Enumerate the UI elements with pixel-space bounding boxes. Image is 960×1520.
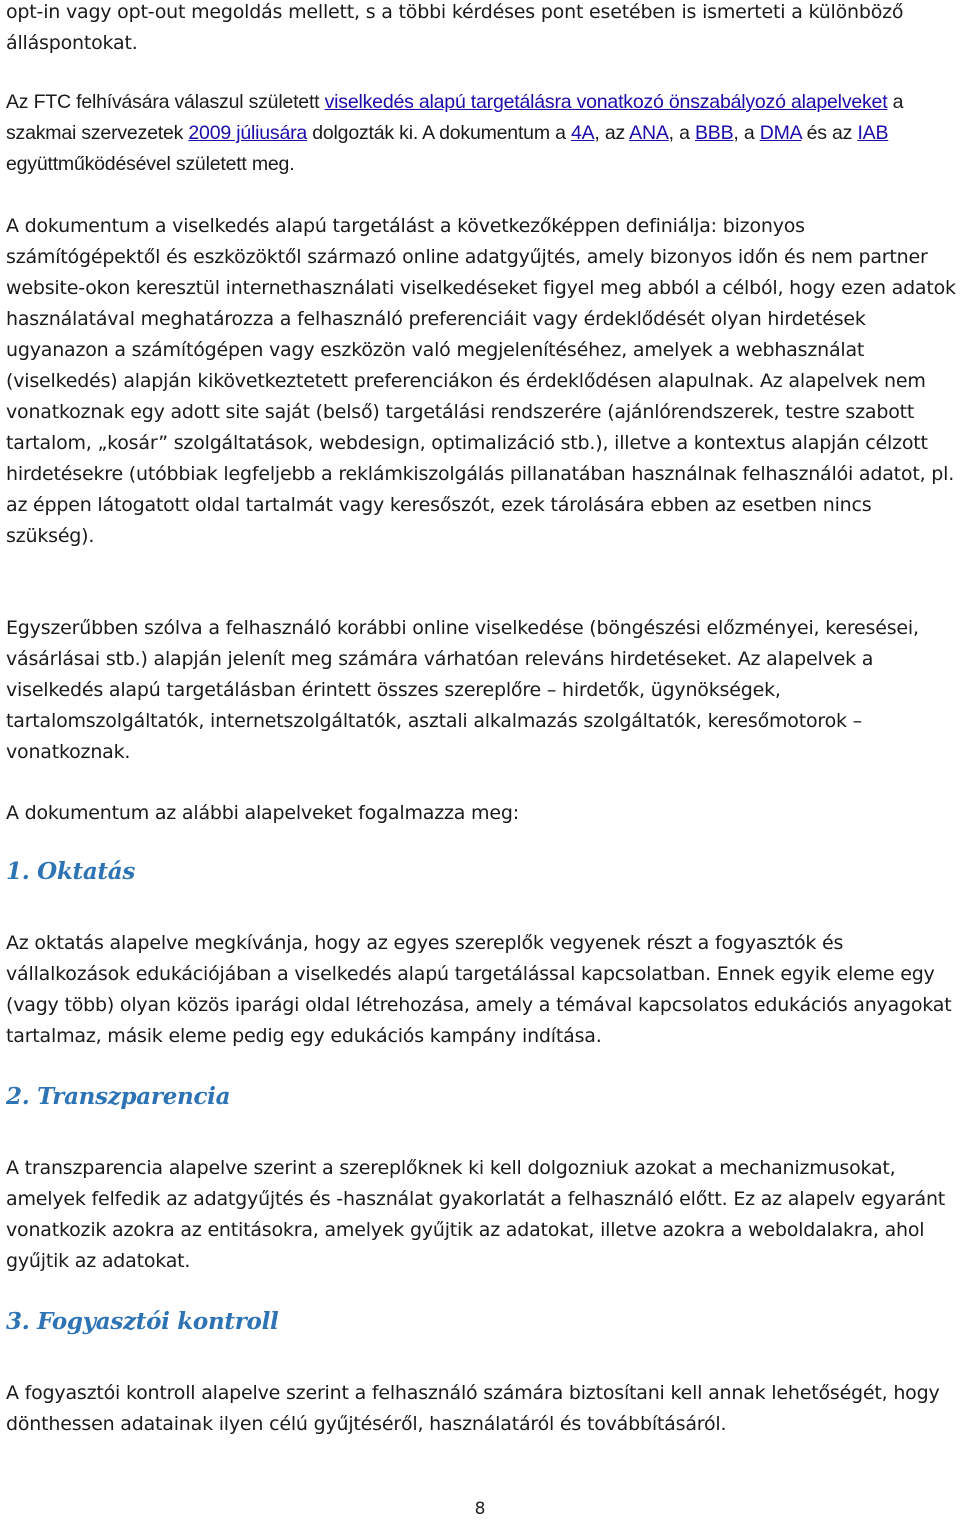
- link-self-regulatory-principles[interactable]: viselkedés alapú targetálásra vonatkozó önszabályozó alapelveket: [324, 91, 888, 113]
- link-july-2009[interactable]: 2009 júliusára: [188, 122, 308, 144]
- page-number: 8: [474, 1499, 486, 1519]
- paragraph-education: Az oktatás alapelve megkívánja, hogy az egyes szereplők vegyenek részt a fogyasztók és vállalkozások edukációjában a viselkedés alapú targetálással kapcsolatban. Ennek egyik eleme egy (vagy több) olyan közös iparági oldal létrehozása, amely a témával kapcsolatos edukációs anyagokat tartalmaz, másik eleme pedig egy edukációs kampány indítása.: [6, 932, 952, 1047]
- paragraph-ftc: [6, 87, 956, 180]
- heading-consumer-control: 3. Fogyasztói kontroll: [6, 1308, 279, 1335]
- paragraph-intro-continued: opt-in vagy opt-out megoldás mellett, s a többi kérdéses pont esetében is ismerteti a különböző álláspontokat.: [6, 1, 904, 54]
- paragraph-transparency: A transzparencia alapelve szerint a szereplőknek ki kell dolgozniuk azokat a mechanizmusokat, amelyek felfedik az adatgyűjtés és -használat gyakorlatát a felhasználó előtt. Ez az alapelv egyaránt vonatkozik azokra az entitásokra, amelyek gyűjtik az adatokat, illetve azokra a weboldalakra, ahol gyűjtik az adatokat.: [6, 1157, 946, 1272]
- link-ana[interactable]: ANA: [629, 122, 669, 144]
- paragraph-definition: A dokumentum a viselkedés alapú targetálást a következőképpen definiálja: bizonyos számítógépektől és eszközöktől származó online adatgyűjtés, amely bizonyos időn és nem partner website-okon keresztül internethasználati viselkedéseket figyel meg abból a célból, hogy ezen adatok használatával meghatározza a felhasználó preferenciáit vagy érdeklődését olyan hirdetések ugyanazon a számítógépen vagy eszközön való megjelenítéséhez, amelyek a webhasználat (viselkedés) alapján kikövetkeztetett preferenciákon és érdeklődésen alapulnak. Az alapelvek nem vonatkoznak egy adott site saját (belső) targetálási rendszerére (ajánlórendszerek, testre szabott tartalom, „kosár” szolgáltatások, webdesign, optimalizáció stb.), illetve a kontextus alapján célzott hirdetésekre (utóbbiak legfeljebb a reklámkiszolgálás pillanatában használnak felhasználói adatot, pl. az éppen látogatott oldal tartalmát vagy keresőszót, ezek tárolására ebben az esetben nincs szükség).: [6, 215, 956, 547]
- text-span: , a: [733, 122, 760, 144]
- heading-transparency: 2. Transzparencia: [6, 1083, 231, 1110]
- text-span: együttműködésével született meg.: [6, 153, 295, 175]
- text-span: Az FTC felhívására válaszul született: [6, 91, 325, 113]
- text-span: a szakmai szervezetek: [6, 91, 904, 144]
- link-dma[interactable]: DMA: [759, 122, 802, 144]
- link-bbb[interactable]: BBB: [694, 122, 734, 144]
- text-span: , az: [594, 122, 630, 144]
- paragraph-consumer-control: A fogyasztói kontroll alapelve szerint a felhasználó számára biztosítani kell annak lehetőségét, hogy dönthessen adatainak ilyen célú gyűjtéséről, használatáról és továbbításáról.: [6, 1382, 940, 1435]
- text-span: dolgozták ki. A dokumentum a: [307, 122, 571, 144]
- text-span: és az: [801, 122, 858, 144]
- text-span: , a: [668, 122, 695, 144]
- link-4a[interactable]: 4A: [570, 122, 595, 144]
- heading-education: 1. Oktatás: [6, 858, 135, 885]
- link-iab[interactable]: IAB: [857, 122, 889, 144]
- paragraph-simplified: Egyszerűbben szólva a felhasználó korábbi online viselkedése (böngészési előzményei, keresései, vásárlásai stb.) alapján jelenít meg számára várhatóan releváns hirdetéseket. Az alapelvek a viselkedés alapú targetálásban érintett összes szereplőre – hirdetők, ügynökségek, tartalomszolgáltatók, internetszolgáltatók, asztali alkalmazás szolgáltatók, keresőmotorok – vonatkoznak.: [6, 617, 919, 763]
- paragraph-principles-intro: A dokumentum az alábbi alapelveket fogalmazza meg:: [6, 802, 519, 824]
